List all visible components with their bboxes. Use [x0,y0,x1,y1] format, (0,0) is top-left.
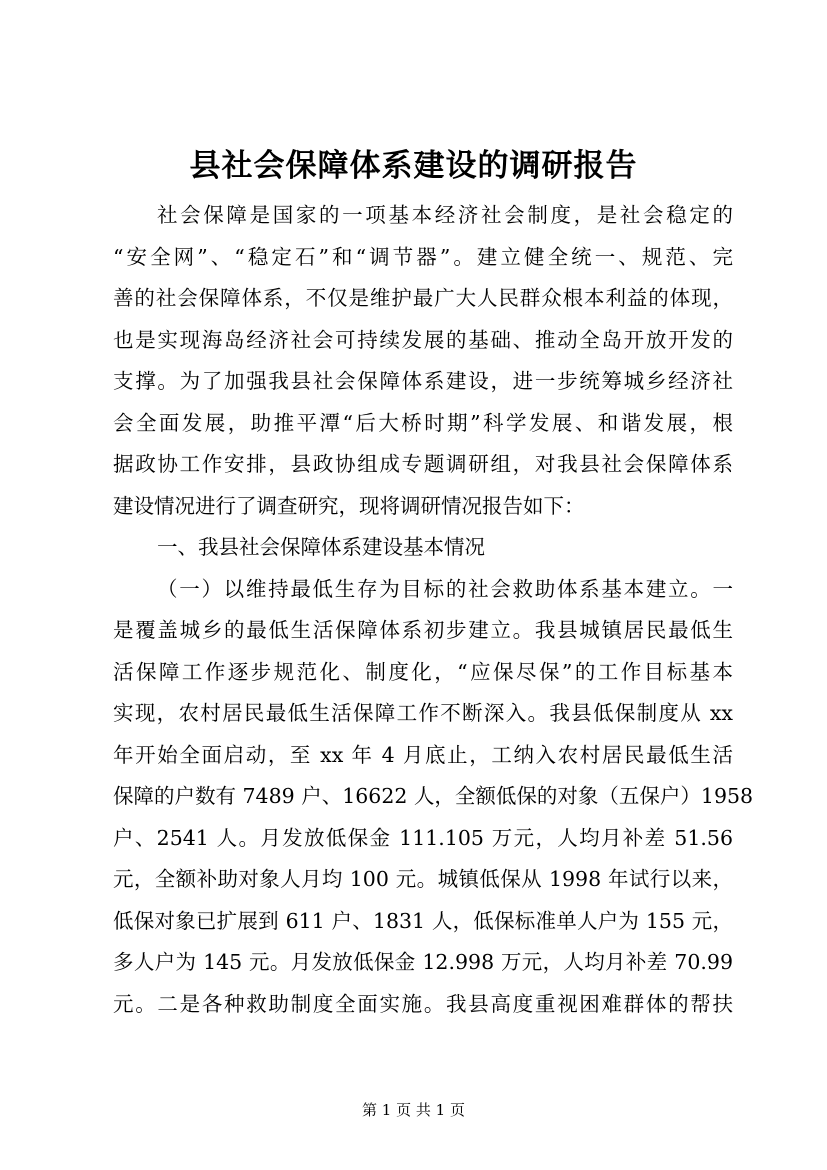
text-line: “安全网”、“稳定石”和“调节器”。建立健全统一、规范、完 [113,244,733,269]
text-line: 元。二是各种救助制度全面实施。我县高度重视困难群体的帮扶 [113,991,733,1016]
document-body [113,195,754,1025]
text-line: 支撑。为了加强我县社会保障体系建设，进一步统筹城乡经济社 [113,369,733,393]
text-line: 会全面发展，助推平潭“后大桥时期”科学发展、和谐发展，根 [113,410,733,435]
text-line: 低保对象已扩展到 611 户、1831 人，低保标准单人户为 155 元， [113,908,733,933]
text-line: 多人户为 145 元。月发放低保金 12.998 万元，人均月补差 70.99 [113,950,733,974]
text-line: 保障的户数有 7489 户、16622 人，全额低保的对象（五保户）1958 [113,784,754,808]
page-footer: 第 1 页 共 1 页 [362,1101,465,1119]
text-line: 元，全额补助对象人月均 100 元。城镇低保从 1998 年试行以来， [113,867,733,891]
section-heading: 一、我县社会保障体系建设基本情况 [157,535,485,559]
document-title: 县社会保障体系建设的调研报告 [189,148,638,184]
text-line: 也是实现海岛经济社会可持续发展的基础、推动全岛开放开发的 [113,327,733,352]
text-line: （一）以维持最低生存为目标的社会救助体系基本建立。一 [157,576,733,601]
text-line: 建设情况进行了调查研究，现将调研情况报告如下： [113,493,585,518]
text-line: 善的社会保障体系，不仅是维护最广大人民群众根本利益的体现， [113,286,733,310]
text-line: 据政协工作安排，县政协组成专题调研组，对我县社会保障体系 [113,452,733,476]
text-line: 实现，农村居民最低生活保障工作不断深入。我县低保制度从 xx [113,701,733,725]
text-line: 年开始全面启动，至 xx 年 4 月底止，工纳入农村居民最低生活 [113,742,733,767]
text-line: 社会保障是国家的一项基本经济社会制度，是社会稳定的 [157,203,733,227]
text-line: 活保障工作逐步规范化、制度化，“应保尽保”的工作目标基本 [113,659,733,684]
text-line: 是覆盖城乡的最低生活保障体系初步建立。我县城镇居民最低生 [113,618,733,642]
text-line: 户、2541 人。月发放低保金 111.105 万元，人均月补差 51.56 [113,825,733,850]
